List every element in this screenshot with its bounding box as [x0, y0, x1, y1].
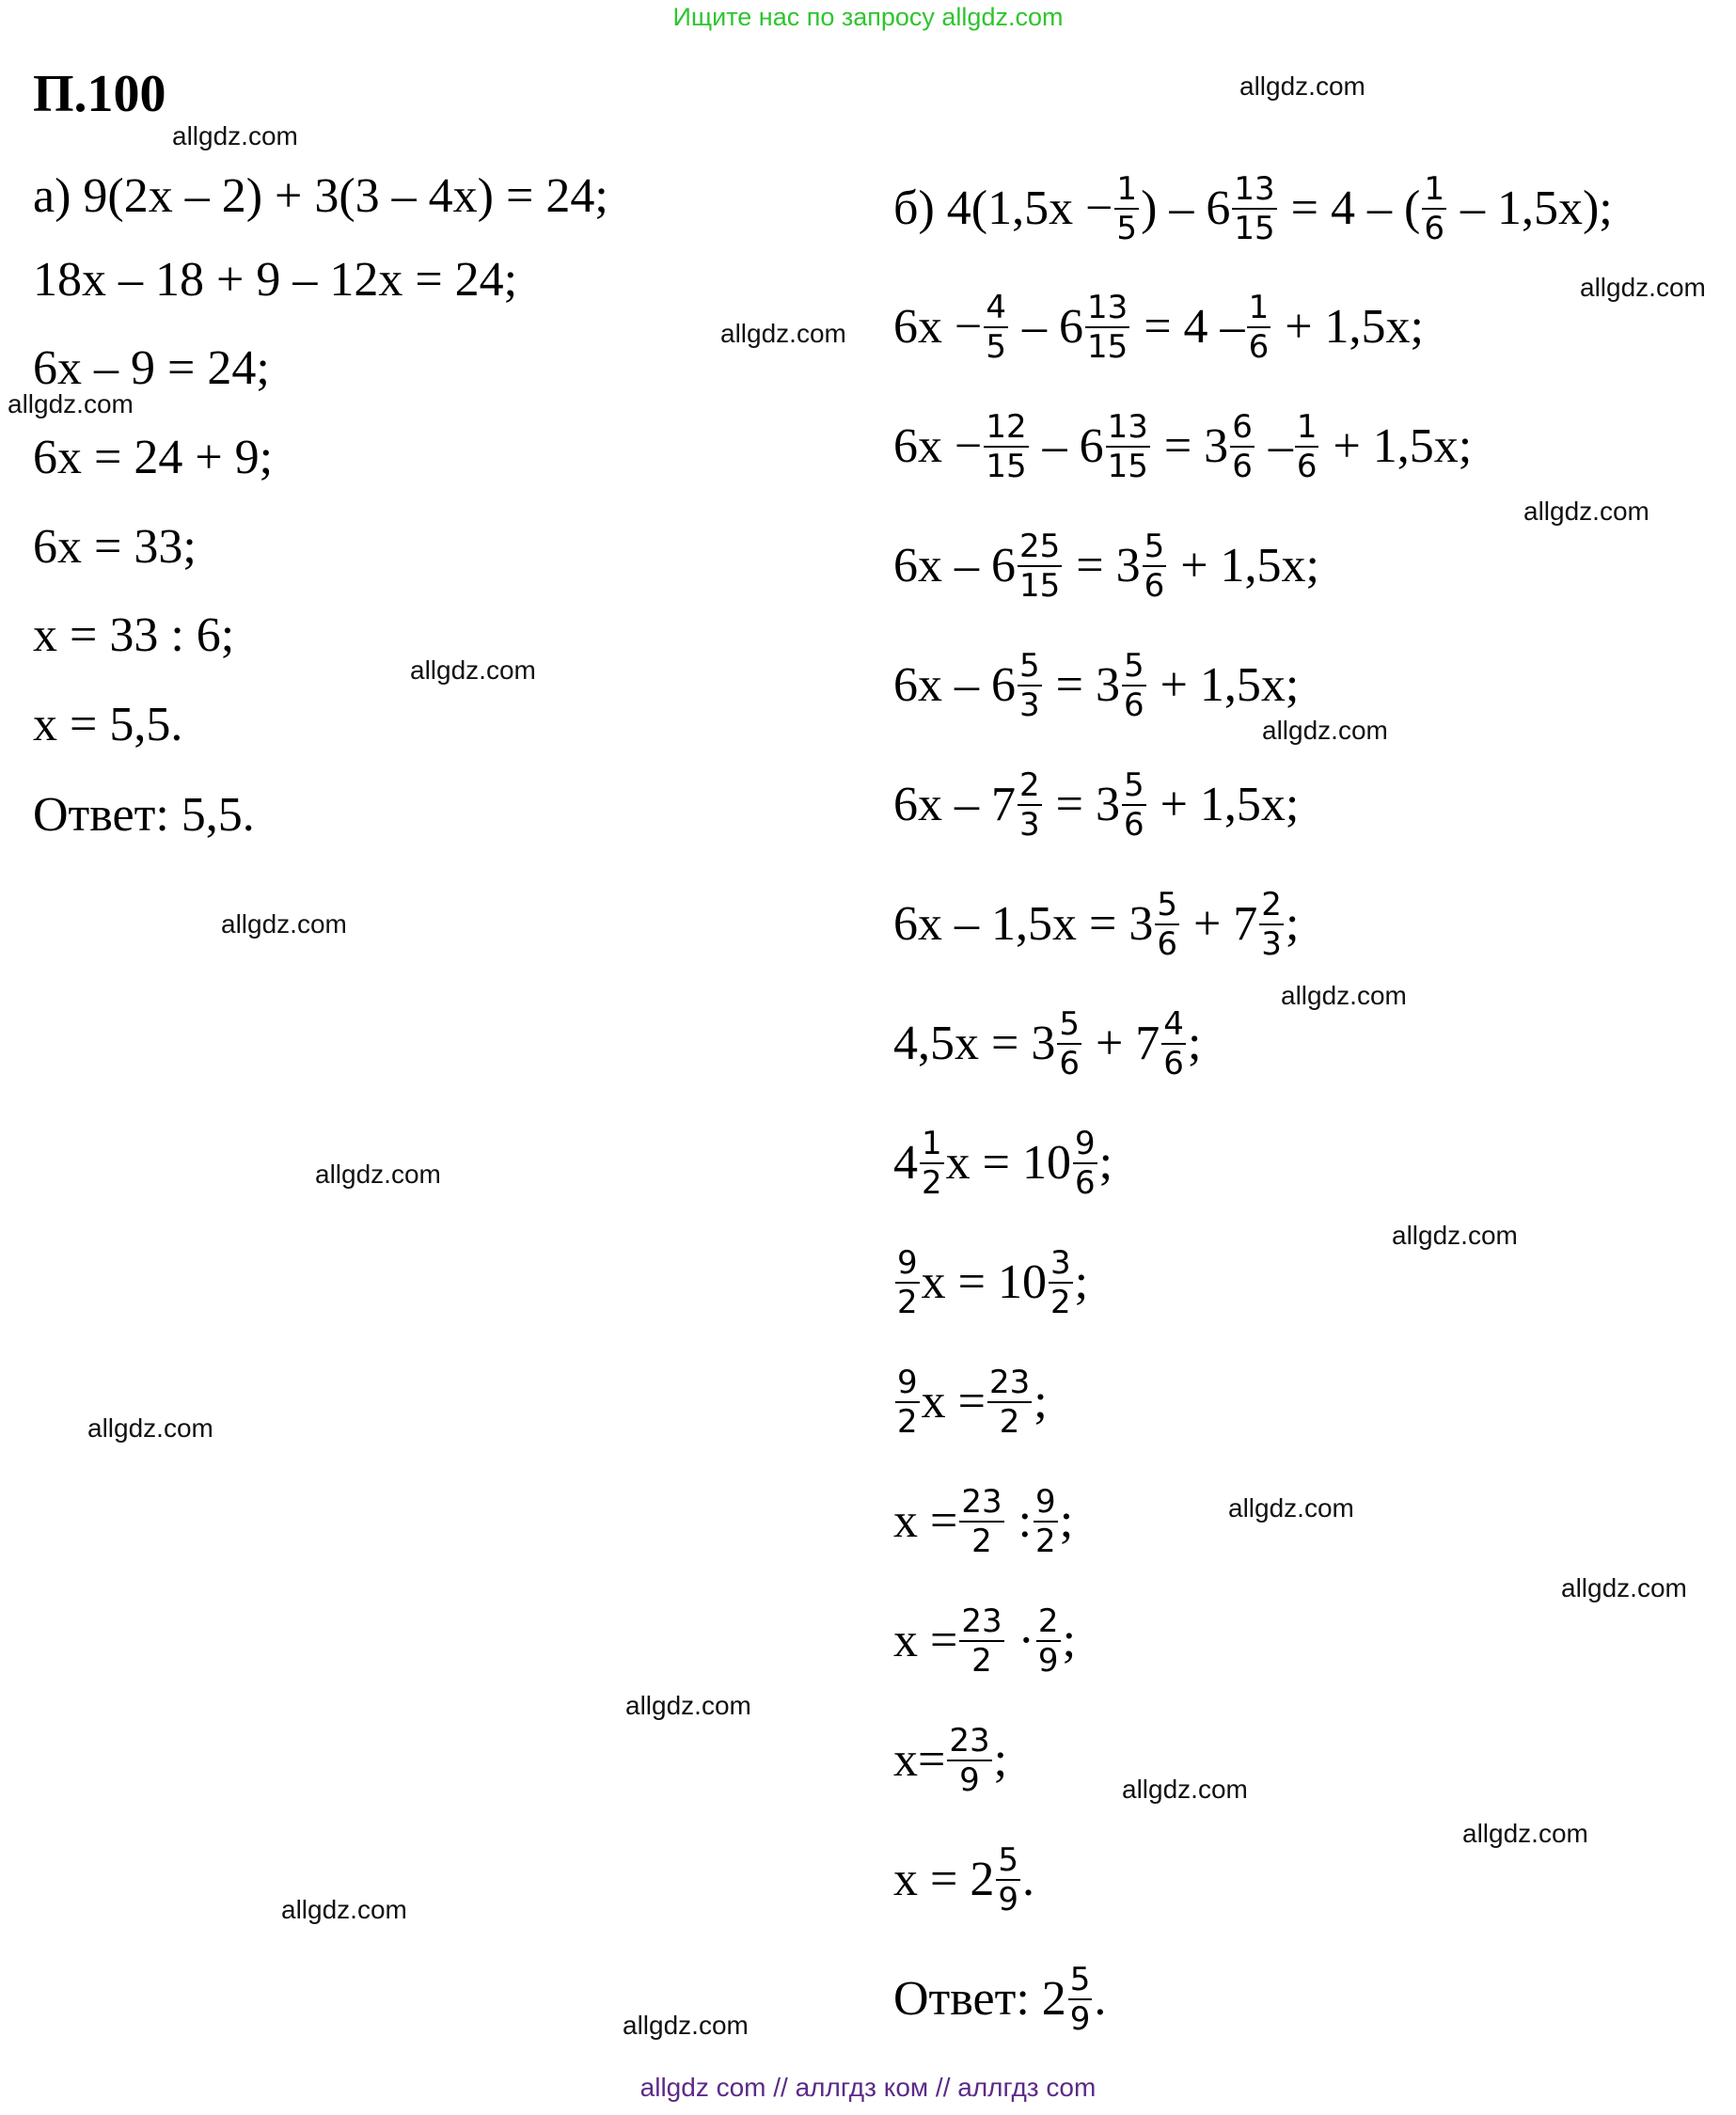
text: ) – 6: [1141, 182, 1231, 236]
watermark: allgdz.com: [1523, 497, 1649, 526]
denominator: 6: [1296, 447, 1318, 485]
numerator: 13: [1107, 408, 1148, 446]
numerator: 5: [1123, 766, 1144, 804]
text: = 3: [1043, 778, 1120, 832]
denominator: 6: [1163, 1044, 1184, 1082]
text: = 3: [1064, 539, 1141, 593]
left-line-1: а) 9(2x – 2) + 3(3 – 4x) = 24;: [33, 169, 608, 223]
fraction: [1036, 1602, 1061, 1680]
left-line-6: x = 33 : 6;: [33, 608, 235, 662]
watermark: allgdz.com: [623, 2011, 749, 2040]
left-line-8: Ответ: 5,5.: [33, 788, 255, 842]
watermark: allgdz.com: [1580, 273, 1706, 302]
right-line-16: [893, 1961, 1107, 2039]
denominator: 15: [1107, 447, 1148, 485]
text: x =: [893, 1494, 958, 1549]
fraction: [996, 1841, 1020, 1918]
denominator: 3: [1019, 805, 1040, 844]
fraction: [1106, 408, 1150, 485]
numerator: 25: [1019, 528, 1061, 565]
numerator: 1: [1116, 170, 1138, 208]
fraction: [987, 1364, 1032, 1441]
watermark: allgdz.com: [1262, 716, 1388, 745]
right-line-13: [893, 1602, 1077, 1681]
text: ;: [1074, 1255, 1089, 1310]
denominator: 9: [1069, 1999, 1091, 2038]
text: –: [1255, 419, 1293, 474]
numerator: 9: [1035, 1483, 1056, 1521]
text: ;: [993, 1733, 1008, 1788]
text: ;: [1098, 1136, 1113, 1191]
numerator: 5: [1059, 1005, 1080, 1043]
fraction: [895, 1244, 920, 1321]
right-line-12: [893, 1483, 1074, 1561]
text: = 3: [1043, 658, 1120, 713]
fraction: [984, 408, 1028, 485]
watermark: allgdz.com: [1392, 1221, 1518, 1250]
denominator: 2: [1035, 1522, 1056, 1560]
denominator: 5: [1116, 209, 1138, 247]
right-line-10: [893, 1244, 1089, 1322]
watermark: allgdz.com: [1462, 1819, 1588, 1848]
bottom-banner: allgdz com // аллгдз ком // аллгдз com: [639, 2073, 1097, 2102]
watermark: allgdz.com: [221, 909, 347, 939]
numerator: 5: [1123, 647, 1144, 685]
text: 6x −: [893, 419, 983, 474]
top-banner: Ищите нас по запросу allgdz.com: [672, 3, 1064, 31]
denominator: 6: [1248, 327, 1270, 366]
text: 4,5x = 3: [893, 1017, 1056, 1071]
text: x = 10: [945, 1136, 1071, 1191]
watermark: allgdz.com: [1281, 981, 1407, 1010]
denominator: 2: [922, 1163, 942, 1202]
right-line-14: [893, 1722, 1008, 1800]
numerator: 23: [961, 1602, 1002, 1640]
numerator: 4: [986, 289, 1006, 326]
fraction: [947, 1722, 991, 1799]
denominator: 15: [1086, 327, 1128, 366]
numerator: 2: [1019, 766, 1040, 804]
denominator: 2: [897, 1402, 918, 1441]
text: 6x – 7: [893, 778, 1016, 832]
right-line-4: [893, 528, 1320, 606]
watermark: allgdz.com: [87, 1413, 213, 1443]
denominator: 2: [897, 1283, 918, 1321]
right-line-7: [893, 886, 1300, 964]
watermark: allgdz.com: [281, 1895, 407, 1924]
fraction: [1295, 408, 1319, 485]
numerator: 13: [1086, 289, 1128, 326]
watermark: allgdz.com: [1561, 1573, 1687, 1602]
denominator: 6: [1059, 1044, 1080, 1082]
text: + 1,5x;: [1272, 300, 1424, 355]
problem-title: П.100: [33, 65, 166, 123]
numerator: 13: [1234, 170, 1275, 208]
watermark: allgdz.com: [720, 319, 846, 348]
denominator: 9: [998, 1880, 1018, 1918]
text: x=: [893, 1733, 946, 1788]
denominator: 2: [971, 1641, 992, 1680]
left-line-4: 6x = 24 + 9;: [33, 431, 274, 484]
fraction: [1247, 289, 1271, 366]
fraction: [1230, 408, 1255, 485]
denominator: 6: [1424, 209, 1444, 247]
watermark: allgdz.com: [8, 389, 134, 418]
watermark: allgdz.com: [1239, 71, 1365, 101]
text: x = 10: [921, 1255, 1047, 1310]
denominator: 6: [1232, 447, 1253, 485]
fraction: [1018, 528, 1062, 605]
fraction: [1085, 289, 1129, 366]
fraction: [895, 1364, 920, 1441]
right-line-9: [893, 1125, 1113, 1203]
text: 6x – 1,5x = 3: [893, 897, 1154, 952]
right-line-15: [893, 1841, 1034, 1919]
text: – 6: [1030, 419, 1104, 474]
numerator: 9: [897, 1364, 918, 1401]
numerator: 23: [988, 1364, 1031, 1401]
numerator: 23: [961, 1483, 1002, 1521]
denominator: 2: [1049, 1283, 1071, 1321]
numerator: 1: [1296, 408, 1318, 446]
text: + 1,5x;: [1168, 539, 1320, 593]
numerator: 5: [1144, 528, 1165, 565]
text: .: [1094, 1972, 1107, 2027]
numerator: 5: [1019, 647, 1040, 685]
text: = 4 – (: [1278, 182, 1421, 236]
fraction: [1143, 528, 1167, 605]
numerator: 23: [949, 1722, 990, 1760]
denominator: 2: [999, 1402, 1020, 1441]
text: + 1,5x;: [1147, 778, 1300, 832]
fraction: [1259, 886, 1284, 963]
left-line-3: 6x – 9 = 24;: [33, 341, 270, 395]
text: :: [1005, 1494, 1033, 1549]
denominator: 6: [1157, 924, 1177, 963]
fraction: [1161, 1005, 1186, 1082]
denominator: 2: [971, 1522, 992, 1560]
text: x =: [921, 1375, 986, 1429]
text: ·: [1005, 1614, 1034, 1668]
watermark: allgdz.com: [410, 655, 536, 685]
text: ;: [1034, 1375, 1048, 1429]
numerator: 5: [998, 1841, 1018, 1879]
text: + 7: [1082, 1017, 1160, 1071]
text: + 7: [1180, 897, 1258, 952]
fraction: [1049, 1244, 1073, 1321]
numerator: 5: [1157, 886, 1177, 923]
text: x =: [893, 1614, 958, 1668]
text: – 6: [1009, 300, 1083, 355]
right-line-3: [893, 408, 1473, 486]
numerator: 4: [1163, 1005, 1184, 1043]
watermark: allgdz.com: [625, 1691, 751, 1720]
numerator: 1: [922, 1125, 942, 1162]
fraction: [920, 1125, 944, 1202]
text: + 1,5x;: [1147, 658, 1300, 713]
denominator: 6: [1123, 805, 1144, 844]
text: 6x – 6: [893, 539, 1016, 593]
denominator: 15: [986, 447, 1027, 485]
right-line-5: [893, 647, 1300, 725]
fraction: [1034, 1483, 1058, 1560]
watermark: allgdz.com: [172, 121, 298, 150]
fraction: [1155, 886, 1179, 963]
fraction: [1018, 766, 1042, 844]
numerator: 1: [1248, 289, 1270, 326]
fraction: [959, 1602, 1003, 1680]
right-line-6: [893, 766, 1300, 844]
text: x = 2: [893, 1853, 995, 1907]
denominator: 3: [1261, 924, 1282, 963]
text: – 1,5x);: [1447, 182, 1613, 236]
numerator: 5: [1069, 1961, 1091, 1998]
watermark: allgdz.com: [1228, 1493, 1354, 1523]
denominator: 6: [1123, 686, 1144, 724]
text: ;: [1187, 1017, 1202, 1071]
numerator: 6: [1232, 408, 1253, 446]
numerator: 9: [897, 1244, 918, 1282]
text: ;: [1059, 1494, 1074, 1549]
watermark: allgdz.com: [315, 1160, 441, 1189]
text: 4: [893, 1136, 918, 1191]
left-line-7: x = 5,5.: [33, 698, 183, 751]
denominator: 3: [1019, 686, 1040, 724]
fraction: [1018, 647, 1042, 724]
text: б) 4(1,5x −: [893, 182, 1113, 236]
right-line-11: [893, 1364, 1048, 1442]
fraction: [1232, 170, 1276, 247]
left-line-5: 6x = 33;: [33, 520, 197, 574]
denominator: 9: [1037, 1641, 1059, 1680]
denominator: 6: [1074, 1163, 1096, 1202]
numerator: 2: [1261, 886, 1282, 923]
text: ;: [1062, 1614, 1077, 1668]
text: = 4 –: [1131, 300, 1245, 355]
watermark: allgdz.com: [1122, 1775, 1248, 1804]
fraction: [1122, 766, 1146, 844]
numerator: 3: [1049, 1244, 1071, 1282]
numerator: 9: [1074, 1125, 1096, 1162]
right-line-1: [893, 170, 1613, 248]
fraction: [1073, 1125, 1097, 1202]
fraction: [1057, 1005, 1081, 1082]
text: .: [1021, 1853, 1034, 1907]
numerator: 2: [1037, 1602, 1059, 1640]
fraction: [984, 289, 1008, 366]
fraction: [1422, 170, 1446, 247]
text: Ответ: 2: [893, 1972, 1066, 2027]
fraction: [959, 1483, 1003, 1560]
fraction: [1122, 647, 1146, 724]
text: + 1,5x;: [1320, 419, 1473, 474]
fraction: [1114, 170, 1139, 247]
denominator: 6: [1144, 566, 1165, 605]
numerator: 12: [986, 408, 1027, 446]
denominator: 15: [1019, 566, 1061, 605]
text: 6x −: [893, 300, 983, 355]
denominator: 9: [959, 1760, 980, 1799]
numerator: 1: [1424, 170, 1444, 208]
left-line-2: 18x – 18 + 9 – 12x = 24;: [33, 253, 518, 307]
text: 6x – 6: [893, 658, 1016, 713]
denominator: 5: [986, 327, 1006, 366]
right-line-8: [893, 1005, 1202, 1083]
right-line-2: [893, 289, 1424, 367]
fraction: [1068, 1961, 1093, 2038]
text: ;: [1285, 897, 1300, 952]
denominator: 15: [1234, 209, 1275, 247]
text: = 3: [1151, 419, 1229, 474]
